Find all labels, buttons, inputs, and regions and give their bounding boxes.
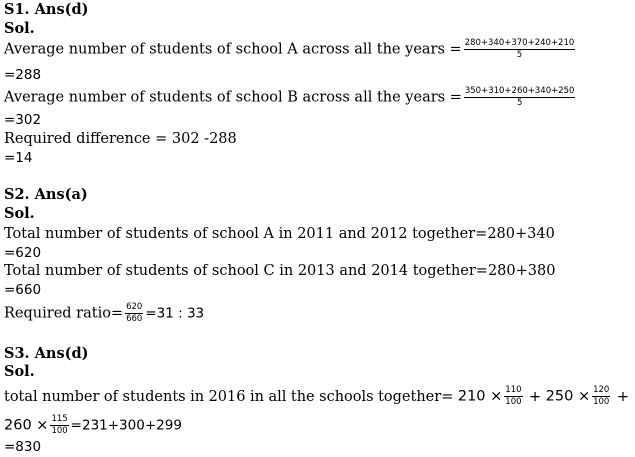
s3-total-line bbox=[4, 385, 629, 408]
s3-term-3-fraction bbox=[50, 414, 68, 437]
plus-sign: + bbox=[616, 388, 629, 405]
s1-average-b-line bbox=[4, 86, 577, 109]
fraction-denominator: 100 bbox=[593, 397, 610, 407]
s3-word: students bbox=[122, 388, 186, 405]
fraction-numerator: 350+310+260+340+250 bbox=[464, 86, 575, 96]
s3-word: number bbox=[42, 388, 100, 405]
fraction-numerator: 620 bbox=[126, 302, 143, 312]
s2-required-ratio-line bbox=[4, 302, 204, 325]
s3-term-1-fraction bbox=[504, 385, 522, 408]
s1-average-b-text: Average number of students of school B across all the years = bbox=[4, 89, 462, 106]
s2-school-c-result: =660 bbox=[4, 282, 42, 298]
s3-word: the bbox=[290, 388, 315, 405]
fraction-denominator: 100 bbox=[505, 397, 522, 407]
s2-school-c-total: Total number of students of school C in 2013 and 2014 together=280+380 bbox=[4, 263, 556, 279]
s2-ratio-fraction bbox=[125, 302, 143, 325]
fraction-denominator: 660 bbox=[126, 314, 143, 324]
fraction-denominator: 5 bbox=[516, 98, 523, 108]
s1-average-a-line bbox=[4, 38, 577, 61]
fraction-numerator: 110 bbox=[505, 385, 522, 395]
s1-final-answer: =14 bbox=[4, 150, 33, 166]
s3-word: 2016 bbox=[208, 388, 246, 405]
s3-term-1: 210 × $\frac{110}{100}$ bbox=[457, 385, 522, 407]
s1-average-a-text: Average number of students of school A across all the years = bbox=[4, 41, 462, 58]
s3-word: together= bbox=[378, 388, 454, 405]
plus-sign: + bbox=[529, 388, 542, 405]
fraction-denominator: 100 bbox=[51, 426, 68, 436]
s3-term-3: 260 × bbox=[4, 417, 49, 434]
s3-heading: S3. Ans(d) bbox=[4, 345, 89, 362]
s3-word: in bbox=[249, 388, 264, 405]
s1-heading: S1. Ans(d) bbox=[4, 1, 89, 18]
fraction-numerator: 280+340+370+240+210 bbox=[464, 38, 575, 48]
fraction-numerator: 120 bbox=[593, 385, 610, 395]
s2-ratio-label: Required ratio= bbox=[4, 305, 124, 322]
s2-school-a-total: Total number of students of school A in 2011 and 2012 together=280+340 bbox=[4, 226, 555, 242]
s1-average-a-result: =288 bbox=[4, 67, 42, 83]
s3-final-answer: =830 bbox=[4, 439, 42, 455]
s2-ratio-result: =31 : 33 bbox=[145, 305, 205, 322]
fraction-numerator: 115 bbox=[51, 414, 68, 424]
s3-term-2: 250 × $\frac{120}{100}$ bbox=[545, 385, 610, 407]
fraction-denominator: 5 bbox=[516, 50, 523, 60]
s3-word: all bbox=[268, 388, 287, 405]
s1-average-b-result: =302 bbox=[4, 112, 42, 128]
s2-school-a-result: =620 bbox=[4, 245, 42, 261]
s3-word: of bbox=[103, 388, 119, 405]
s3-term-2-fraction bbox=[592, 385, 610, 408]
s3-term-3-line bbox=[4, 414, 182, 437]
s2-sol-label: Sol. bbox=[4, 205, 35, 222]
s3-word: in bbox=[190, 388, 205, 405]
s2-heading: S2. Ans(a) bbox=[4, 186, 88, 203]
s3-word: schools bbox=[319, 388, 374, 405]
s1-required-difference: Required difference = 302 -288 bbox=[4, 131, 237, 147]
s1-average-a-fraction bbox=[464, 38, 576, 61]
s3-word: total bbox=[4, 388, 38, 405]
s1-sol-label: Sol. bbox=[4, 20, 35, 37]
s3-sol-label: Sol. bbox=[4, 363, 35, 380]
s1-average-b-fraction bbox=[464, 86, 576, 109]
s3-sum-result: =231+300+299 bbox=[70, 417, 182, 434]
